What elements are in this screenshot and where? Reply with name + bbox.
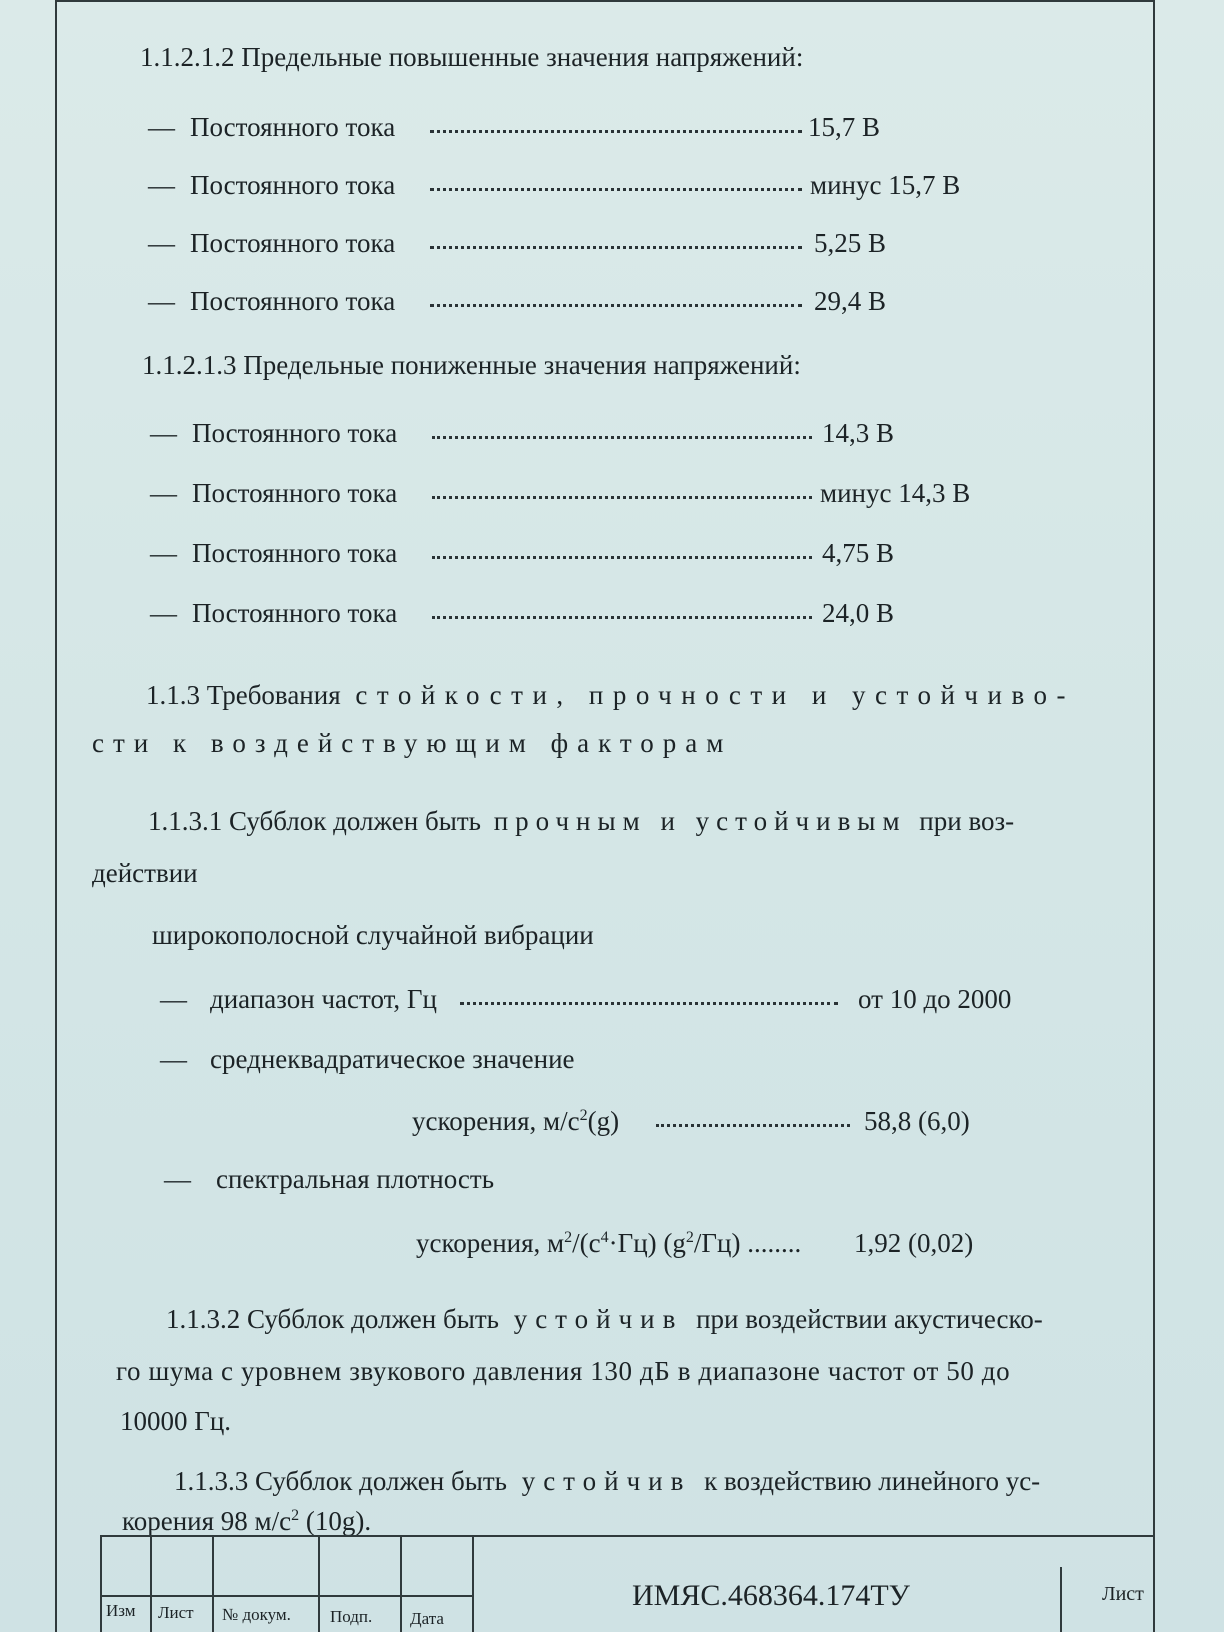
list-item <box>164 1162 864 1196</box>
title-block-rule <box>212 1535 214 1632</box>
list-item <box>148 226 948 260</box>
title-block-list: Лист <box>158 1603 194 1622</box>
dot-leader <box>432 496 812 499</box>
list-item-label: Постоянного тока <box>192 598 398 628</box>
list-dash: — <box>160 984 187 1014</box>
paragraph-tail: к воздействию линейного ус- <box>704 1466 1041 1496</box>
list-dash: — <box>148 286 175 316</box>
title-block-rule <box>100 1535 102 1632</box>
list-item-value: 4,75 В <box>822 538 895 568</box>
list-item-label: Постоянного тока <box>192 538 398 568</box>
superscript: 2 <box>291 1507 300 1524</box>
paragraph-tail: при воз- <box>919 806 1015 836</box>
dot-leader <box>432 436 812 439</box>
superscript: 4 <box>600 1229 609 1246</box>
list-dash: — <box>148 170 175 200</box>
psd-text-a: ускорения, м <box>416 1228 565 1258</box>
document-number: ИМЯС.468364.174ТУ <box>632 1579 910 1612</box>
list-item-value: минус 14,3 В <box>820 478 971 508</box>
title-block <box>100 1535 1155 1632</box>
list-item <box>148 110 948 144</box>
title-block-rule <box>100 1595 472 1597</box>
list-item-value: 58,8 (6,0) <box>864 1106 970 1136</box>
list-item <box>148 168 998 202</box>
list-dash: — <box>148 112 175 142</box>
list-item-label: среднеквадратическое значение <box>210 1044 575 1074</box>
title-block-rule <box>100 1535 1155 1537</box>
paragraph-1-1-3-3 <box>174 1466 1040 1496</box>
list-dash: — <box>148 228 175 258</box>
title-block-sheet-label: Лист <box>1102 1583 1144 1605</box>
list-item-value: 15,7 В <box>808 112 881 142</box>
rms-accel-label <box>412 1104 619 1138</box>
list-item-value: минус 15,7 В <box>810 170 961 200</box>
list-item <box>150 476 1030 510</box>
dot-leader <box>432 616 812 619</box>
list-item-label: Постоянного тока <box>190 112 396 142</box>
title-block-rule <box>472 1535 474 1632</box>
heading-1-1-3-line2: сти к воздействующим факторам <box>92 728 733 758</box>
list-item <box>412 1104 1012 1138</box>
title-block-no-dokum: № докум. <box>222 1605 291 1624</box>
superscript: 2 <box>579 1107 588 1124</box>
list-item <box>160 1042 860 1076</box>
list-item-label: Постоянного тока <box>192 478 398 508</box>
list-item <box>150 596 950 630</box>
superscript: 2 <box>564 1229 573 1246</box>
title-block-rule <box>400 1535 402 1632</box>
list-item <box>160 982 1040 1016</box>
title-block-rule <box>1060 1567 1062 1632</box>
paragraph-1-1-3-2 <box>166 1304 1043 1334</box>
title-block-podp: Подп. <box>330 1607 373 1626</box>
dot-leader <box>430 304 802 307</box>
paragraph-spaced-text: устойчив <box>521 1466 692 1496</box>
list-item-value: 5,25 В <box>814 228 887 258</box>
paragraph-intro: 1.1.3.3 Субблок должен быть <box>174 1466 507 1496</box>
heading-number: 1.1.3 Требования <box>146 680 341 710</box>
list-item-value: 1,92 (0,02) <box>854 1228 974 1258</box>
list-item <box>150 536 950 570</box>
list-dash: — <box>160 1044 187 1074</box>
heading-1-1-3 <box>146 680 1075 710</box>
vibration-heading: широкополосной случайной вибрации <box>152 920 594 950</box>
list-item-value: 29,4 В <box>814 286 887 316</box>
title-block-data: Дата <box>410 1609 444 1628</box>
paragraph-intro: 1.1.3.1 Субблок должен быть <box>148 806 481 836</box>
paragraph-1-1-3-1 <box>148 806 1014 836</box>
list-dash: — <box>150 538 177 568</box>
dot-leader <box>432 556 812 559</box>
title-block-rule <box>150 1535 152 1632</box>
list-item-label: диапазон частот, Гц <box>210 984 437 1014</box>
list-item-value: 24,0 В <box>822 598 895 628</box>
list-dash: — <box>150 478 177 508</box>
list-dash: — <box>164 1164 191 1194</box>
paragraph-1-1-3-2-line3: 10000 Гц. <box>120 1406 232 1436</box>
psd-text-b: /(с <box>572 1228 601 1258</box>
list-item-label: Постоянного тока <box>190 228 396 258</box>
psd-text-d: /Гц) ........ <box>693 1228 802 1258</box>
heading-1-1-2-1-2: 1.1.2.1.2 Предельные повышенные значения напряжений: <box>140 42 804 72</box>
psd-text-c: ·Гц) (g <box>608 1228 686 1258</box>
rms-accel-text: ускорения, м/с <box>412 1106 580 1136</box>
title-block-izm: Изм <box>106 1601 136 1620</box>
dot-leader <box>430 246 802 249</box>
list-dash: — <box>150 598 177 628</box>
heading-spaced-text: стойкости, прочности и устойчиво- <box>355 680 1076 710</box>
paragraph-spaced-text: устойчив <box>513 1304 684 1334</box>
list-item-label: спектральная плотность <box>216 1164 495 1194</box>
heading-1-1-2-1-3: 1.1.2.1.3 Предельные пониженные значения напряжений: <box>142 350 801 380</box>
paragraph-1-1-3-3-line2 <box>122 1506 371 1536</box>
paragraph-tail: при воздействии акустическо- <box>696 1304 1043 1334</box>
list-item <box>150 416 950 450</box>
paragraph-text: (10g). <box>299 1506 372 1536</box>
list-item-value: 14,3 В <box>822 418 895 448</box>
list-item-label: Постоянного тока <box>190 286 396 316</box>
paragraph-intro: 1.1.3.2 Субблок должен быть <box>166 1304 499 1334</box>
dot-leader <box>430 188 802 191</box>
dot-leader <box>656 1124 850 1127</box>
dot-leader <box>430 130 802 133</box>
paragraph-text: корения 98 м/с <box>122 1506 292 1536</box>
list-item <box>148 284 948 318</box>
list-item-label: Постоянного тока <box>192 418 398 448</box>
dot-leader <box>460 1002 838 1005</box>
psd-accel-label <box>416 1226 801 1260</box>
rms-accel-tail: (g) <box>587 1106 620 1136</box>
paragraph-1-1-3-1-line2: действии <box>92 858 198 888</box>
list-item-value: от 10 до 2000 <box>858 984 1012 1014</box>
title-block-rule <box>318 1535 320 1632</box>
list-item <box>416 1226 1056 1260</box>
paragraph-1-1-3-2-line2: го шума с уровнем звукового давления 130 дБ в диапазоне частот от 50 до <box>116 1356 1011 1386</box>
superscript: 2 <box>685 1229 694 1246</box>
list-item-label: Постоянного тока <box>190 170 396 200</box>
paragraph-spaced-text: прочным и устойчивым <box>493 806 907 836</box>
list-dash: — <box>150 418 177 448</box>
